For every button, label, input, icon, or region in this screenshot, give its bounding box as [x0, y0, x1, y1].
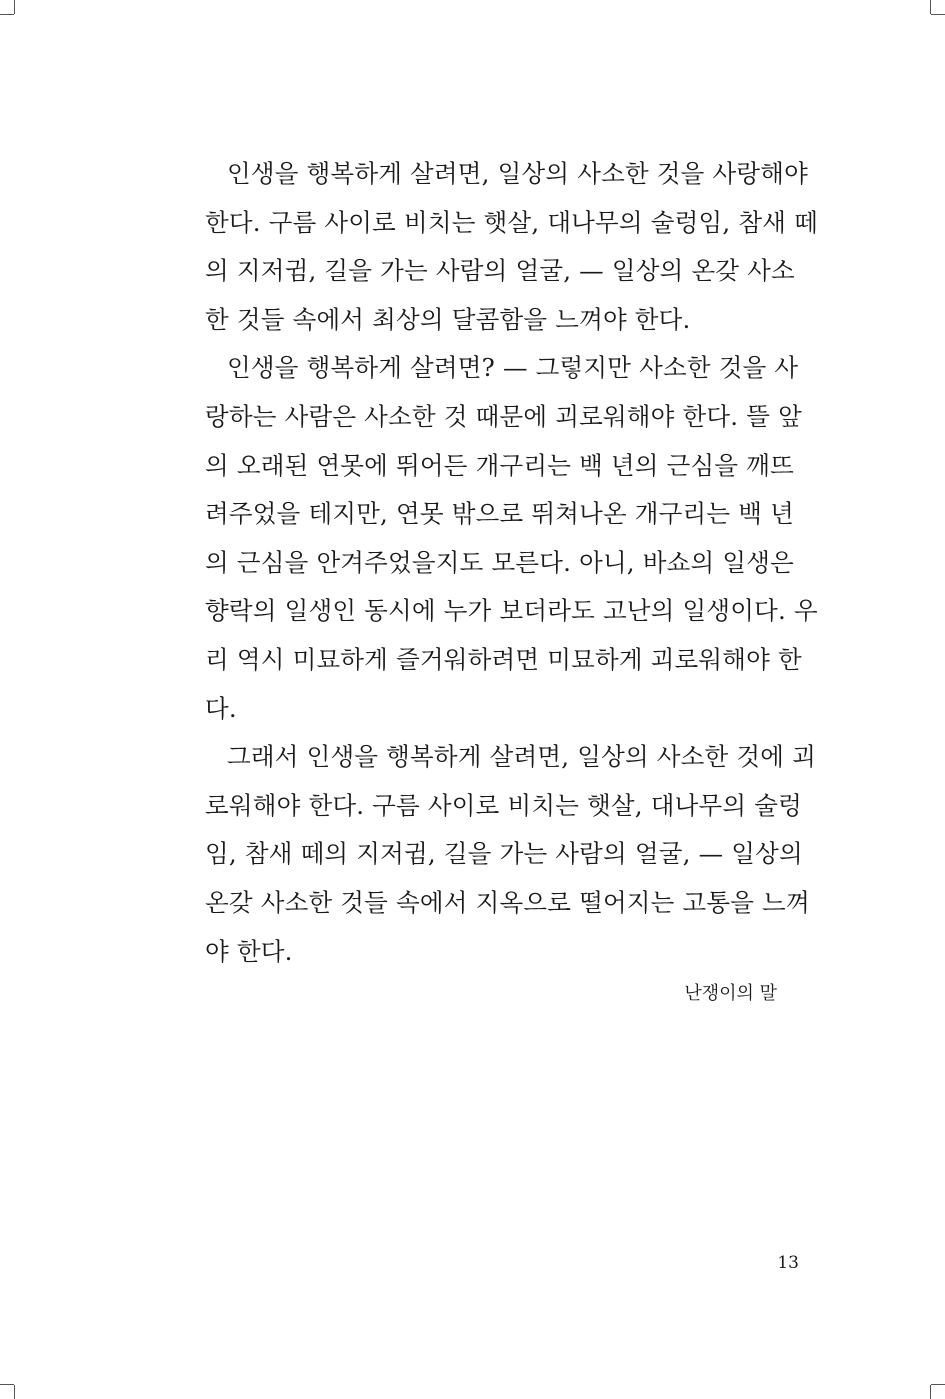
body-text: [205, 150, 818, 976]
crop-mark-top-left-horizontal: [0, 14, 14, 15]
crop-mark-top-left-vertical: [14, 0, 15, 14]
crop-mark-top-right-vertical: [930, 0, 931, 14]
paragraph-1: [205, 150, 818, 344]
text-line: 야 한다.: [205, 936, 293, 966]
text-line: 그래서 인생을 행복하게 살려면, 일상의 사소한 것에 괴: [227, 742, 816, 772]
text-line: 한 것들 속에서 최상의 달콤함을 느껴야 한다.: [205, 304, 691, 334]
text-line: 한다. 구름 사이로 비치는 햇살, 대나무의 술렁임, 참새 떼: [205, 207, 818, 237]
text-line: 인생을 행복하게 살려면, 일상의 사소한 것을 사랑해야: [227, 159, 808, 188]
text-line: 의 오래된 연못에 뛰어든 개구리는 백 년의 근심을 깨뜨: [205, 450, 794, 480]
crop-mark-bottom-left-vertical: [14, 1385, 15, 1399]
crop-mark-top-right-horizontal: [931, 14, 945, 15]
paragraph-2: [205, 344, 818, 733]
text-line: 인생을 행복하게 살려면? — 그렇지만 사소한 것을 사: [227, 353, 799, 383]
paragraph-3: [205, 733, 816, 976]
text-line: 다.: [205, 693, 237, 723]
text-line: 리 역시 미묘하게 즐거워하려면 미묘하게 괴로워해야 한: [205, 644, 802, 674]
text-line: 임, 참새 떼의 지저귐, 길을 가는 사람의 얼굴, — 일상의: [205, 839, 803, 869]
text-line: 향락의 일생인 동시에 누가 보더라도 고난의 일생이다. 우: [205, 596, 818, 626]
crop-mark-bottom-right-vertical: [930, 1385, 931, 1399]
crop-mark-bottom-right-horizontal: [931, 1384, 945, 1385]
text-line: 려주었을 테지만, 연못 밖으로 뛰쳐나온 개구리는 백 년: [205, 499, 794, 529]
attribution: 난쟁이의 말: [684, 983, 777, 1004]
crop-mark-bottom-left-horizontal: [0, 1384, 14, 1385]
text-line: 의 근심을 안겨주었을지도 모른다. 아니, 바쇼의 일생은: [205, 547, 794, 577]
text-line: 랑하는 사람은 사소한 것 때문에 괴로워해야 한다. 뜰 앞: [205, 401, 802, 431]
text-line: 의 지저귐, 길을 가는 사람의 얼굴, — 일상의 온갖 사소: [205, 256, 795, 286]
text-line: 온갖 사소한 것들 속에서 지옥으로 떨어지는 고통을 느껴: [205, 887, 810, 917]
text-line: 로워해야 한다. 구름 사이로 비치는 햇살, 대나무의 술렁: [205, 790, 802, 820]
page-number: 13: [777, 1253, 799, 1273]
